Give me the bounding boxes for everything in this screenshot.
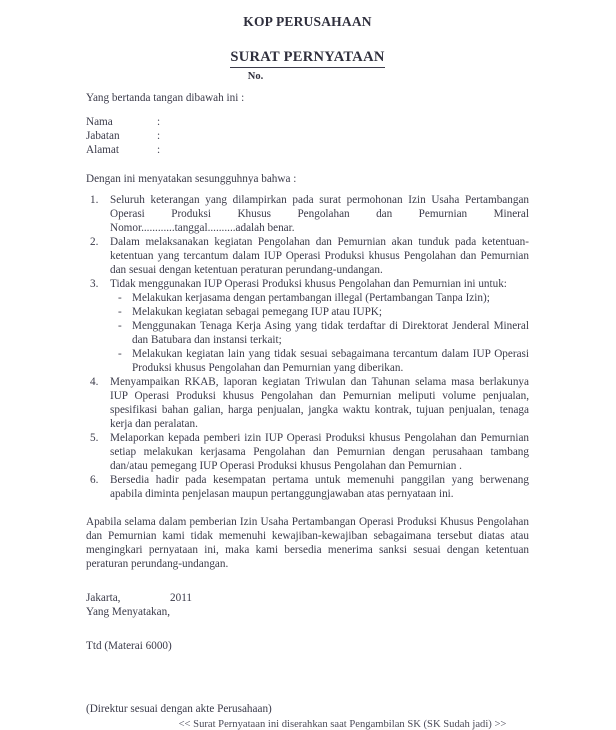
company-letterhead: KOP PERUSAHAAN (243, 14, 372, 29)
list-item-number: 6. (90, 473, 99, 486)
list-item (86, 235, 529, 277)
list-item-text: Tidak menggunakan IUP Operasi Produksi khusus Pengolahan dan Pemurnian ini untuk: (110, 277, 507, 290)
field-colon-nama: : (157, 116, 161, 128)
document-title: SURAT PERNYATAAN (230, 49, 384, 68)
list-item-text: Dalam melaksanakan kegiatan Pengolahan dan Pemurnian akan tunduk pada ketentuan-ketentuan yang tercantum dalam IUP Operasi Produksi khusus Pengolahan dan Pemurnian dan sesuai dengan ketentuan peraturan perundang-undangan. (110, 235, 529, 276)
document-title-wrapper (86, 48, 529, 68)
list-item-text: Menyampaikan RKAB, laporan kegiatan Triwulan dan Tahunan selama masa berlakunya IUP Operasi Produksi khusus Pengolahan dan Pemurnian meliputi volume penjualan, spesifikasi bahan galian, harga penjualan, jangka waktu kontrak, tujuan penjualan, tenaga kerja dan peralatan. (110, 375, 529, 430)
list-item (86, 375, 529, 431)
list-item (86, 193, 529, 235)
field-row-nama (86, 115, 529, 129)
sub-list-item (118, 319, 529, 347)
signature-place-date (86, 591, 529, 605)
declaration-line: Dengan ini menyatakan sesungguhnya bahwa : (86, 172, 297, 185)
list-item (86, 473, 529, 501)
sub-list-item-text: Menggunakan Tenaga Kerja Asing yang tidak terdaftar di Direktorat Jenderal Mineral dan Batubara dan instansi terkait; (132, 319, 529, 346)
signature-director-line: (Direktur sesuai dengan akte Perusahaan) (86, 703, 272, 716)
list-item-text: Melaporkan kepada pemberi izin IUP Operasi Produksi khusus Pengolahan dan Pemurnian setiap melakukan kerjasama Pengolahan dan Pemurnian dengan perusahaan tambang dan/atau pemegang IUP Operasi Produksi khusus Pengolahan dan Pemurnian . (110, 431, 529, 472)
signature-declarant-label: Yang Menyatakan, (86, 605, 170, 618)
closing-paragraph: Apabila selama dalam pemberian Izin Usaha Pertambangan Operasi Produksi Khusus Pengolahan dan Pemurnian kami tidak memenuhi kewajiban-kewajiban sebagaimana tersebut diatas atau mengingkari pernyataan ini, maka kami bersedia menerima sanksi sesuai dengan ketentuan peraturan perundang-undangan. (86, 515, 529, 570)
sub-list-dash: - (118, 347, 122, 360)
intro-line: Yang bertanda tangan dibawah ini : (86, 92, 245, 104)
sub-list-item (118, 305, 529, 319)
sub-list (110, 291, 529, 375)
field-label-jabatan: Jabatan (86, 130, 120, 143)
field-label-alamat: Alamat (86, 144, 119, 157)
sub-list-dash: - (118, 305, 122, 318)
list-item-number: 1. (90, 193, 99, 206)
list-item (86, 431, 529, 473)
list-item-number: 4. (90, 375, 99, 388)
sub-list-item (118, 347, 529, 375)
sub-list-item (118, 291, 529, 305)
field-row-jabatan (86, 129, 529, 143)
signature-city: Jakarta, (86, 591, 121, 604)
list-item-number: 2. (90, 235, 99, 248)
statement-list (86, 193, 529, 501)
field-row-alamat (86, 143, 529, 157)
document-footnote: << Surat Pernyataan ini diserahkan saat Pengambilan SK (SK Sudah jadi) >> (178, 719, 507, 730)
field-colon-alamat: : (157, 144, 161, 157)
document-content (86, 0, 529, 730)
sub-list-dash: - (118, 319, 122, 332)
document-number-label: No. (247, 71, 264, 82)
field-label-nama: Nama (86, 116, 113, 128)
sub-list-dash: - (118, 291, 122, 304)
list-item-number: 3. (90, 277, 99, 290)
identity-fields (86, 115, 529, 158)
list-item-text: Seluruh keterangan yang dilampirkan pada surat permohonan Izin Usaha Pertambangan Operasi Produksi Khusus Pengolahan dan Pemurnian Mineral Nomor............tanggal..........adalah benar. (110, 193, 529, 234)
list-item-text: Bersedia hadir pada kesempatan pertama untuk memenuhi panggilan yang berwenang apabila diminta penjelasan maupun pertanggungjawaban atas pernyataan ini. (110, 473, 529, 500)
sub-list-item-text: Melakukan kegiatan lain yang tidak sesuai sebagaimana tercantum dalam IUP Operasi Produksi khusus Pengolahan dan Pemurnian yang diberikan. (132, 347, 529, 374)
sub-list-item-text: Melakukan kegiatan sebagai pemegang IUP atau IUPK; (132, 305, 382, 318)
signature-year: 2011 (170, 591, 192, 604)
sub-list-item-text: Melakukan kerjasama dengan pertambangan illegal (Pertambangan Tanpa Izin); (132, 291, 490, 304)
field-colon-jabatan: : (157, 130, 161, 143)
document-number-wrapper (86, 71, 529, 82)
list-item-number: 5. (90, 431, 99, 444)
signature-block (86, 591, 529, 619)
list-item (86, 277, 529, 375)
signature-stamp-line: Ttd (Materai 6000) (86, 640, 172, 653)
